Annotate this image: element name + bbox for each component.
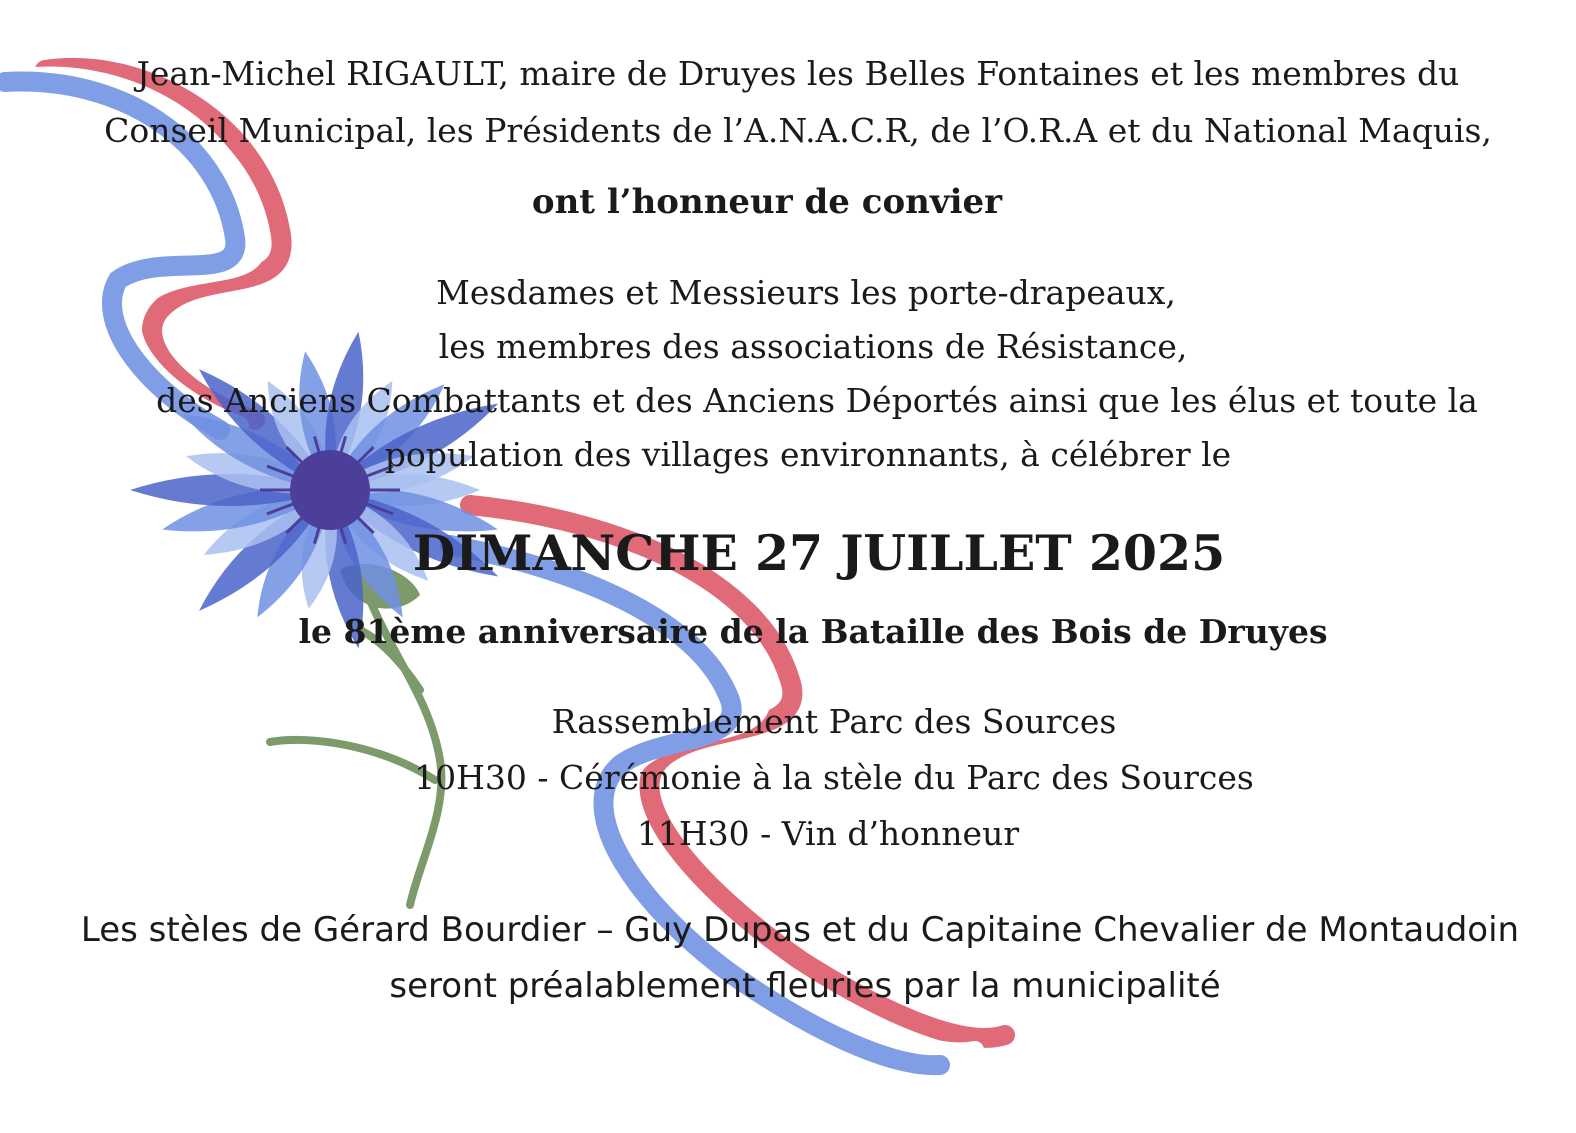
event-date: DIMANCHE 27 JUILLET 2025 (412, 524, 1226, 582)
guests-line-4: population des villages environnants, à célébrer le (384, 435, 1232, 474)
note-line-2: seront préalablement fleuries par la municipalité (389, 966, 1221, 1006)
guests-line-3: des Anciens Combattants et des Anciens Déportés ainsi que les élus et toute la (156, 381, 1478, 420)
flower-center (290, 450, 370, 530)
invite-phrase: ont l’honneur de convier (531, 182, 1003, 222)
host-line-1: Jean-Michel RIGAULT, maire de Druyes les Belles Fontaines et les membres du (136, 54, 1460, 93)
event-occasion: le 81ème anniversaire de la Bataille des Bois de Druyes (298, 612, 1328, 651)
host-line-2: Conseil Municipal, les Présidents de l’A.N.A.C.R, de l’O.R.A et du National Maquis, (104, 111, 1492, 150)
note-line-1: Les stèles de Gérard Bourdier – Guy Dupas et du Capitaine Chevalier de Montaudoin (80, 910, 1520, 950)
schedule-item: Rassemblement Parc des Sources (551, 702, 1117, 741)
schedule-item: 10H30 - Cérémonie à la stèle du Parc des Sources (414, 758, 1254, 797)
guests-line-2: les membres des associations de Résistance, (438, 327, 1188, 366)
schedule-item: 11H30 - Vin d’honneur (636, 814, 1020, 853)
guests-line-1: Mesdames et Messieurs les porte-drapeaux, (436, 273, 1176, 312)
